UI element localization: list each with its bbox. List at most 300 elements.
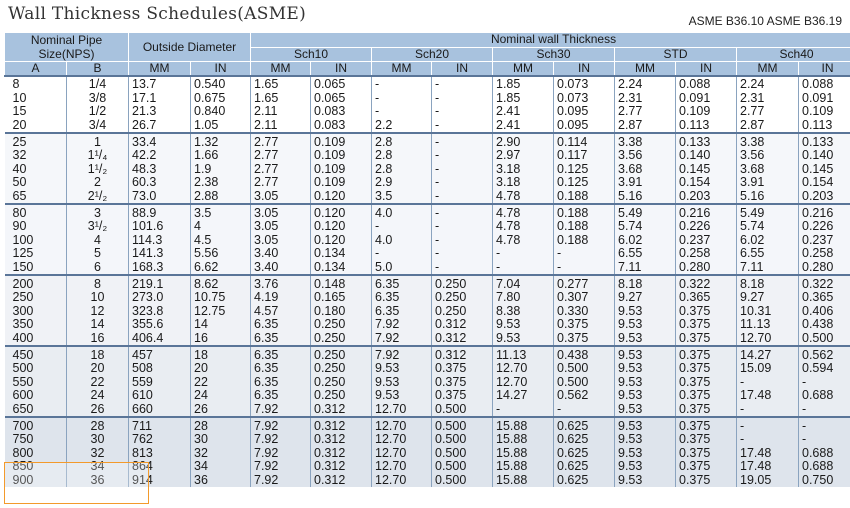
table-row xyxy=(5,346,850,362)
cell-sch40-mm: 3.38 xyxy=(737,133,799,149)
cell-od-in: 1.05 xyxy=(191,119,251,134)
cell-sch20-mm: 2.8 xyxy=(372,163,432,177)
cell-od-mm: 813 xyxy=(129,446,191,460)
cell-sch40-in: 0.438 xyxy=(799,318,850,332)
cell-sch30-mm: 11.13 xyxy=(493,346,554,362)
table-row xyxy=(5,433,850,447)
cell-od-mm: 762 xyxy=(129,433,191,447)
cell-sch30-in: 0.188 xyxy=(554,220,615,234)
header-od: Outside Diameter xyxy=(129,33,251,62)
cell-sch30-mm: 7.04 xyxy=(493,275,554,291)
table-row xyxy=(5,204,850,220)
cell-od-mm: 13.7 xyxy=(129,76,191,92)
cell-sch10-in: 0.109 xyxy=(311,149,372,163)
cell-sch20-mm: 12.70 xyxy=(372,460,432,474)
table-row xyxy=(5,76,850,92)
cell-sch40-mm: - xyxy=(737,433,799,447)
cell-sch20-in: - xyxy=(432,220,493,234)
cell-nps-a: 65 xyxy=(5,190,67,205)
cell-sch40-in: 0.500 xyxy=(799,332,850,347)
cell-od-mm: 48.3 xyxy=(129,163,191,177)
cell-nps-b: 1/4 xyxy=(67,76,129,92)
cell-std-in: 0.145 xyxy=(676,163,737,177)
header-sch20-in: IN xyxy=(432,62,493,77)
cell-sch40-in: 0.140 xyxy=(799,149,850,163)
cell-od-in: 5.56 xyxy=(191,247,251,261)
cell-od-in: 4 xyxy=(191,220,251,234)
cell-nps-a: 200 xyxy=(5,275,67,291)
cell-sch40-mm: - xyxy=(737,403,799,418)
cell-od-in: 2.88 xyxy=(191,190,251,205)
cell-sch30-in: 0.625 xyxy=(554,460,615,474)
cell-sch40-in: 0.750 xyxy=(799,474,850,488)
cell-od-in: 16 xyxy=(191,332,251,347)
cell-nps-a: 8 xyxy=(5,76,67,92)
standard-reference: ASME B36.10 ASME B36.19 xyxy=(688,14,842,28)
cell-sch40-mm: - xyxy=(737,375,799,389)
watermark xyxy=(4,462,149,504)
cell-sch10-in: 0.120 xyxy=(311,204,372,220)
cell-sch30-mm: - xyxy=(493,247,554,261)
cell-nps-a: 750 xyxy=(5,433,67,447)
cell-nps-b: 24 xyxy=(67,389,129,403)
cell-sch30-in: - xyxy=(554,403,615,418)
table-row xyxy=(5,417,850,433)
cell-sch20-mm: 12.70 xyxy=(372,474,432,488)
table-row xyxy=(5,332,850,347)
table-row xyxy=(5,234,850,248)
cell-od-in: 3.5 xyxy=(191,204,251,220)
cell-sch30-mm: 4.78 xyxy=(493,204,554,220)
header-std: STD xyxy=(615,47,737,62)
cell-std-in: 0.375 xyxy=(676,433,737,447)
cell-std-in: 0.133 xyxy=(676,133,737,149)
cell-nps-a: 500 xyxy=(5,362,67,376)
cell-nps-b: 14 xyxy=(67,318,129,332)
cell-sch30-in: 0.095 xyxy=(554,105,615,119)
cell-sch40-mm: 2.24 xyxy=(737,76,799,92)
cell-sch20-mm: 2.8 xyxy=(372,149,432,163)
cell-od-mm: 33.4 xyxy=(129,133,191,149)
cell-std-mm: 9.53 xyxy=(615,403,676,418)
cell-std-in: 0.203 xyxy=(676,190,737,205)
cell-sch20-in: 0.312 xyxy=(432,332,493,347)
cell-sch30-mm: 7.80 xyxy=(493,291,554,305)
cell-sch20-mm: 2.8 xyxy=(372,133,432,149)
cell-sch40-in: 0.280 xyxy=(799,261,850,276)
cell-sch20-mm: - xyxy=(372,92,432,106)
cell-sch10-mm: 7.92 xyxy=(251,433,311,447)
cell-std-in: 0.258 xyxy=(676,247,737,261)
cell-sch40-in: 0.216 xyxy=(799,204,850,220)
cell-sch10-mm: 6.35 xyxy=(251,375,311,389)
cell-sch10-in: 0.083 xyxy=(311,105,372,119)
cell-std-in: 0.375 xyxy=(676,305,737,319)
cell-sch10-in: 0.312 xyxy=(311,433,372,447)
cell-sch40-mm: 2.31 xyxy=(737,92,799,106)
cell-od-mm: 323.8 xyxy=(129,305,191,319)
cell-sch40-in: 0.406 xyxy=(799,305,850,319)
cell-sch20-mm: - xyxy=(372,76,432,92)
cell-sch40-in: 0.688 xyxy=(799,389,850,403)
cell-nps-b: 32 xyxy=(67,446,129,460)
cell-sch30-in: 0.073 xyxy=(554,76,615,92)
cell-sch30-mm: 2.41 xyxy=(493,119,554,134)
cell-sch30-mm: 1.85 xyxy=(493,76,554,92)
cell-std-in: 0.237 xyxy=(676,234,737,248)
cell-std-mm: 3.38 xyxy=(615,133,676,149)
cell-sch10-in: 0.180 xyxy=(311,305,372,319)
cell-std-mm: 9.53 xyxy=(615,474,676,488)
cell-sch30-mm: 2.97 xyxy=(493,149,554,163)
cell-sch30-in: 0.625 xyxy=(554,417,615,433)
header-nominal: Nominal wall Thickness xyxy=(251,33,850,48)
cell-sch20-in: - xyxy=(432,149,493,163)
cell-std-mm: 5.74 xyxy=(615,220,676,234)
cell-nps-a: 600 xyxy=(5,389,67,403)
cell-sch30-in: 0.307 xyxy=(554,291,615,305)
cell-od-in: 14 xyxy=(191,318,251,332)
cell-sch10-mm: 2.77 xyxy=(251,163,311,177)
cell-sch30-in: 0.188 xyxy=(554,204,615,220)
cell-std-in: 0.375 xyxy=(676,403,737,418)
cell-sch20-mm: 12.70 xyxy=(372,433,432,447)
cell-sch10-mm: 6.35 xyxy=(251,318,311,332)
cell-od-mm: 559 xyxy=(129,375,191,389)
cell-sch40-mm: 5.49 xyxy=(737,204,799,220)
header-std-mm: MM xyxy=(615,62,676,77)
header-b: B xyxy=(67,62,129,77)
cell-sch30-in: 0.625 xyxy=(554,474,615,488)
cell-sch10-in: 0.120 xyxy=(311,190,372,205)
cell-sch20-in: - xyxy=(432,190,493,205)
cell-sch10-mm: 3.05 xyxy=(251,190,311,205)
cell-sch10-in: 0.250 xyxy=(311,346,372,362)
table-row xyxy=(5,149,850,163)
cell-sch20-in: 0.375 xyxy=(432,389,493,403)
cell-sch40-mm: 3.91 xyxy=(737,176,799,190)
cell-sch20-in: 0.250 xyxy=(432,291,493,305)
cell-od-in: 12.75 xyxy=(191,305,251,319)
row-group xyxy=(5,204,850,275)
cell-nps-b: 26 xyxy=(67,403,129,418)
cell-std-in: 0.365 xyxy=(676,291,737,305)
cell-sch20-mm: - xyxy=(372,105,432,119)
cell-sch20-in: - xyxy=(432,261,493,276)
cell-nps-a: 100 xyxy=(5,234,67,248)
cell-sch30-mm: 15.88 xyxy=(493,417,554,433)
cell-sch40-mm: - xyxy=(737,417,799,433)
cell-sch10-in: 0.065 xyxy=(311,92,372,106)
cell-std-in: 0.375 xyxy=(676,417,737,433)
cell-sch10-in: 0.083 xyxy=(311,119,372,134)
cell-sch40-mm: 12.70 xyxy=(737,332,799,347)
cell-std-in: 0.375 xyxy=(676,318,737,332)
cell-sch20-mm: 12.70 xyxy=(372,403,432,418)
cell-sch40-in: 0.322 xyxy=(799,275,850,291)
cell-sch20-in: 0.500 xyxy=(432,417,493,433)
cell-std-in: 0.226 xyxy=(676,220,737,234)
cell-sch20-mm: 12.70 xyxy=(372,446,432,460)
cell-nps-b: 6 xyxy=(67,261,129,276)
cell-od-mm: 406.4 xyxy=(129,332,191,347)
cell-sch40-mm: 17.48 xyxy=(737,446,799,460)
cell-sch10-in: 0.312 xyxy=(311,474,372,488)
cell-sch30-mm: 9.53 xyxy=(493,318,554,332)
cell-sch40-mm: 2.77 xyxy=(737,105,799,119)
cell-sch10-in: 0.250 xyxy=(311,332,372,347)
cell-nps-b: 1 xyxy=(67,133,129,149)
cell-nps-b: 20 xyxy=(67,362,129,376)
cell-sch20-in: 0.250 xyxy=(432,275,493,291)
cell-sch10-in: 0.250 xyxy=(311,318,372,332)
cell-od-in: 6.62 xyxy=(191,261,251,276)
cell-sch30-in: 0.625 xyxy=(554,433,615,447)
cell-sch10-in: 0.250 xyxy=(311,375,372,389)
cell-std-mm: 9.53 xyxy=(615,389,676,403)
cell-od-in: 20 xyxy=(191,362,251,376)
cell-od-in: 36 xyxy=(191,474,251,488)
cell-sch20-in: 0.500 xyxy=(432,403,493,418)
cell-od-mm: 355.6 xyxy=(129,318,191,332)
cell-sch30-mm: 4.78 xyxy=(493,234,554,248)
cell-od-mm: 660 xyxy=(129,403,191,418)
table-row xyxy=(5,133,850,149)
cell-nps-a: 50 xyxy=(5,176,67,190)
header-od-in: IN xyxy=(191,62,251,77)
cell-sch30-mm: 15.88 xyxy=(493,474,554,488)
cell-std-mm: 8.18 xyxy=(615,275,676,291)
table-row xyxy=(5,176,850,190)
cell-nps-b: 3/8 xyxy=(67,92,129,106)
header-sch30-mm: MM xyxy=(493,62,554,77)
cell-od-in: 10.75 xyxy=(191,291,251,305)
header-sch30: Sch30 xyxy=(493,47,615,62)
cell-nps-b: 28 xyxy=(67,417,129,433)
cell-std-mm: 3.68 xyxy=(615,163,676,177)
table-row xyxy=(5,220,850,234)
cell-sch10-mm: 7.92 xyxy=(251,460,311,474)
cell-nps-a: 400 xyxy=(5,332,67,347)
header-sch10: Sch10 xyxy=(251,47,372,62)
cell-sch20-in: 0.312 xyxy=(432,318,493,332)
cell-sch20-in: 0.250 xyxy=(432,305,493,319)
table-row xyxy=(5,119,850,134)
header-sch20-mm: MM xyxy=(372,62,432,77)
cell-nps-b: 12 xyxy=(67,305,129,319)
cell-sch10-in: 0.165 xyxy=(311,291,372,305)
cell-std-in: 0.216 xyxy=(676,204,737,220)
cell-nps-a: 650 xyxy=(5,403,67,418)
cell-sch30-in: 0.125 xyxy=(554,176,615,190)
cell-sch40-in: - xyxy=(799,417,850,433)
cell-std-mm: 2.24 xyxy=(615,76,676,92)
cell-std-in: 0.375 xyxy=(676,346,737,362)
cell-nps-b: 2¹/₂ xyxy=(67,190,129,205)
cell-sch10-mm: 6.35 xyxy=(251,346,311,362)
cell-sch40-in: 0.594 xyxy=(799,362,850,376)
cell-sch10-in: 0.312 xyxy=(311,403,372,418)
cell-sch10-mm: 1.65 xyxy=(251,92,311,106)
cell-sch20-mm: 6.35 xyxy=(372,275,432,291)
cell-sch20-in: 0.500 xyxy=(432,446,493,460)
cell-nps-b: 3¹/₂ xyxy=(67,220,129,234)
table-row xyxy=(5,247,850,261)
cell-sch30-mm: 4.78 xyxy=(493,220,554,234)
cell-sch30-in: - xyxy=(554,261,615,276)
cell-sch30-mm: 15.88 xyxy=(493,460,554,474)
cell-nps-b: 10 xyxy=(67,291,129,305)
cell-sch30-mm: 2.90 xyxy=(493,133,554,149)
cell-std-in: 0.113 xyxy=(676,119,737,134)
cell-od-in: 30 xyxy=(191,433,251,447)
cell-sch40-mm: 17.48 xyxy=(737,389,799,403)
cell-sch20-in: - xyxy=(432,204,493,220)
cell-std-in: 0.140 xyxy=(676,149,737,163)
cell-od-mm: 88.9 xyxy=(129,204,191,220)
cell-nps-a: 15 xyxy=(5,105,67,119)
cell-sch40-in: 0.154 xyxy=(799,176,850,190)
cell-sch30-mm: 15.88 xyxy=(493,433,554,447)
cell-sch40-in: 0.226 xyxy=(799,220,850,234)
cell-sch20-in: 0.500 xyxy=(432,474,493,488)
cell-std-in: 0.322 xyxy=(676,275,737,291)
cell-std-mm: 9.53 xyxy=(615,346,676,362)
cell-sch10-in: 0.109 xyxy=(311,163,372,177)
cell-sch10-mm: 2.77 xyxy=(251,133,311,149)
cell-sch10-in: 0.120 xyxy=(311,220,372,234)
cell-sch10-in: 0.134 xyxy=(311,261,372,276)
cell-od-in: 28 xyxy=(191,417,251,433)
cell-od-in: 0.675 xyxy=(191,92,251,106)
cell-sch40-in: 0.088 xyxy=(799,76,850,92)
cell-sch20-mm: 12.70 xyxy=(372,417,432,433)
cell-od-mm: 273.0 xyxy=(129,291,191,305)
cell-od-in: 0.840 xyxy=(191,105,251,119)
cell-std-in: 0.375 xyxy=(676,375,737,389)
cell-nps-a: 32 xyxy=(5,149,67,163)
cell-sch10-in: 0.312 xyxy=(311,417,372,433)
cell-sch20-in: 0.375 xyxy=(432,362,493,376)
cell-std-mm: 9.53 xyxy=(615,446,676,460)
cell-sch10-mm: 2.77 xyxy=(251,149,311,163)
table-row xyxy=(5,105,850,119)
cell-sch30-mm: 2.41 xyxy=(493,105,554,119)
cell-sch40-mm: 8.18 xyxy=(737,275,799,291)
cell-sch10-mm: 3.05 xyxy=(251,204,311,220)
cell-std-in: 0.280 xyxy=(676,261,737,276)
cell-sch10-mm: 2.77 xyxy=(251,176,311,190)
cell-sch30-in: - xyxy=(554,247,615,261)
cell-od-mm: 711 xyxy=(129,417,191,433)
header-sch20: Sch20 xyxy=(372,47,493,62)
cell-sch20-mm: 2.9 xyxy=(372,176,432,190)
cell-sch20-in: - xyxy=(432,133,493,149)
cell-std-in: 0.091 xyxy=(676,92,737,106)
cell-sch10-in: 0.250 xyxy=(311,362,372,376)
cell-nps-b: 2 xyxy=(67,176,129,190)
cell-sch10-mm: 4.57 xyxy=(251,305,311,319)
cell-sch30-mm: 1.85 xyxy=(493,92,554,106)
cell-nps-b: 30 xyxy=(67,433,129,447)
cell-nps-b: 1¹/₄ xyxy=(67,149,129,163)
cell-sch30-in: 0.500 xyxy=(554,375,615,389)
cell-sch40-mm: 3.68 xyxy=(737,163,799,177)
cell-od-mm: 114.3 xyxy=(129,234,191,248)
cell-std-mm: 9.53 xyxy=(615,332,676,347)
cell-sch40-mm: 11.13 xyxy=(737,318,799,332)
cell-od-mm: 914 xyxy=(129,474,191,488)
cell-od-in: 1.32 xyxy=(191,133,251,149)
cell-sch10-mm: 1.65 xyxy=(251,76,311,92)
cell-std-in: 0.375 xyxy=(676,460,737,474)
cell-nps-a: 10 xyxy=(5,92,67,106)
cell-sch30-in: 0.375 xyxy=(554,332,615,347)
cell-std-in: 0.375 xyxy=(676,474,737,488)
cell-std-in: 0.375 xyxy=(676,389,737,403)
cell-sch10-mm: 3.76 xyxy=(251,275,311,291)
cell-std-in: 0.109 xyxy=(676,105,737,119)
table-row xyxy=(5,291,850,305)
cell-sch20-in: - xyxy=(432,76,493,92)
cell-od-mm: 60.3 xyxy=(129,176,191,190)
cell-nps-a: 250 xyxy=(5,291,67,305)
cell-sch40-in: 0.688 xyxy=(799,460,850,474)
cell-nps-a: 80 xyxy=(5,204,67,220)
cell-sch10-mm: 3.05 xyxy=(251,220,311,234)
header-std-in: IN xyxy=(676,62,737,77)
cell-sch20-in: - xyxy=(432,163,493,177)
cell-sch40-mm: 6.55 xyxy=(737,247,799,261)
cell-sch30-in: 0.500 xyxy=(554,362,615,376)
cell-sch40-in: 0.109 xyxy=(799,105,850,119)
cell-sch10-mm: 7.92 xyxy=(251,403,311,418)
cell-sch30-in: 0.438 xyxy=(554,346,615,362)
cell-od-mm: 864 xyxy=(129,460,191,474)
cell-nps-b: 22 xyxy=(67,375,129,389)
cell-sch40-in: 0.091 xyxy=(799,92,850,106)
table-row xyxy=(5,190,850,205)
cell-sch40-mm: 2.87 xyxy=(737,119,799,134)
cell-od-mm: 168.3 xyxy=(129,261,191,276)
cell-sch40-mm: 3.56 xyxy=(737,149,799,163)
cell-sch10-mm: 2.11 xyxy=(251,105,311,119)
row-group xyxy=(5,346,850,417)
cell-sch40-mm: 14.27 xyxy=(737,346,799,362)
cell-sch30-in: 0.125 xyxy=(554,163,615,177)
cell-nps-a: 350 xyxy=(5,318,67,332)
cell-sch10-mm: 7.92 xyxy=(251,417,311,433)
cell-nps-a: 20 xyxy=(5,119,67,134)
cell-sch10-in: 0.109 xyxy=(311,133,372,149)
cell-sch20-in: 0.500 xyxy=(432,433,493,447)
cell-sch10-in: 0.312 xyxy=(311,460,372,474)
cell-sch30-mm: 15.88 xyxy=(493,446,554,460)
cell-od-mm: 141.3 xyxy=(129,247,191,261)
cell-nps-b: 8 xyxy=(67,275,129,291)
cell-std-mm: 5.16 xyxy=(615,190,676,205)
row-group xyxy=(5,76,850,133)
cell-std-mm: 9.53 xyxy=(615,318,676,332)
cell-sch20-in: - xyxy=(432,234,493,248)
cell-od-in: 8.62 xyxy=(191,275,251,291)
cell-nps-a: 25 xyxy=(5,133,67,149)
table-row xyxy=(5,261,850,276)
cell-std-in: 0.375 xyxy=(676,362,737,376)
cell-nps-b: 5 xyxy=(67,247,129,261)
cell-sch10-mm: 4.19 xyxy=(251,291,311,305)
table-row xyxy=(5,305,850,319)
